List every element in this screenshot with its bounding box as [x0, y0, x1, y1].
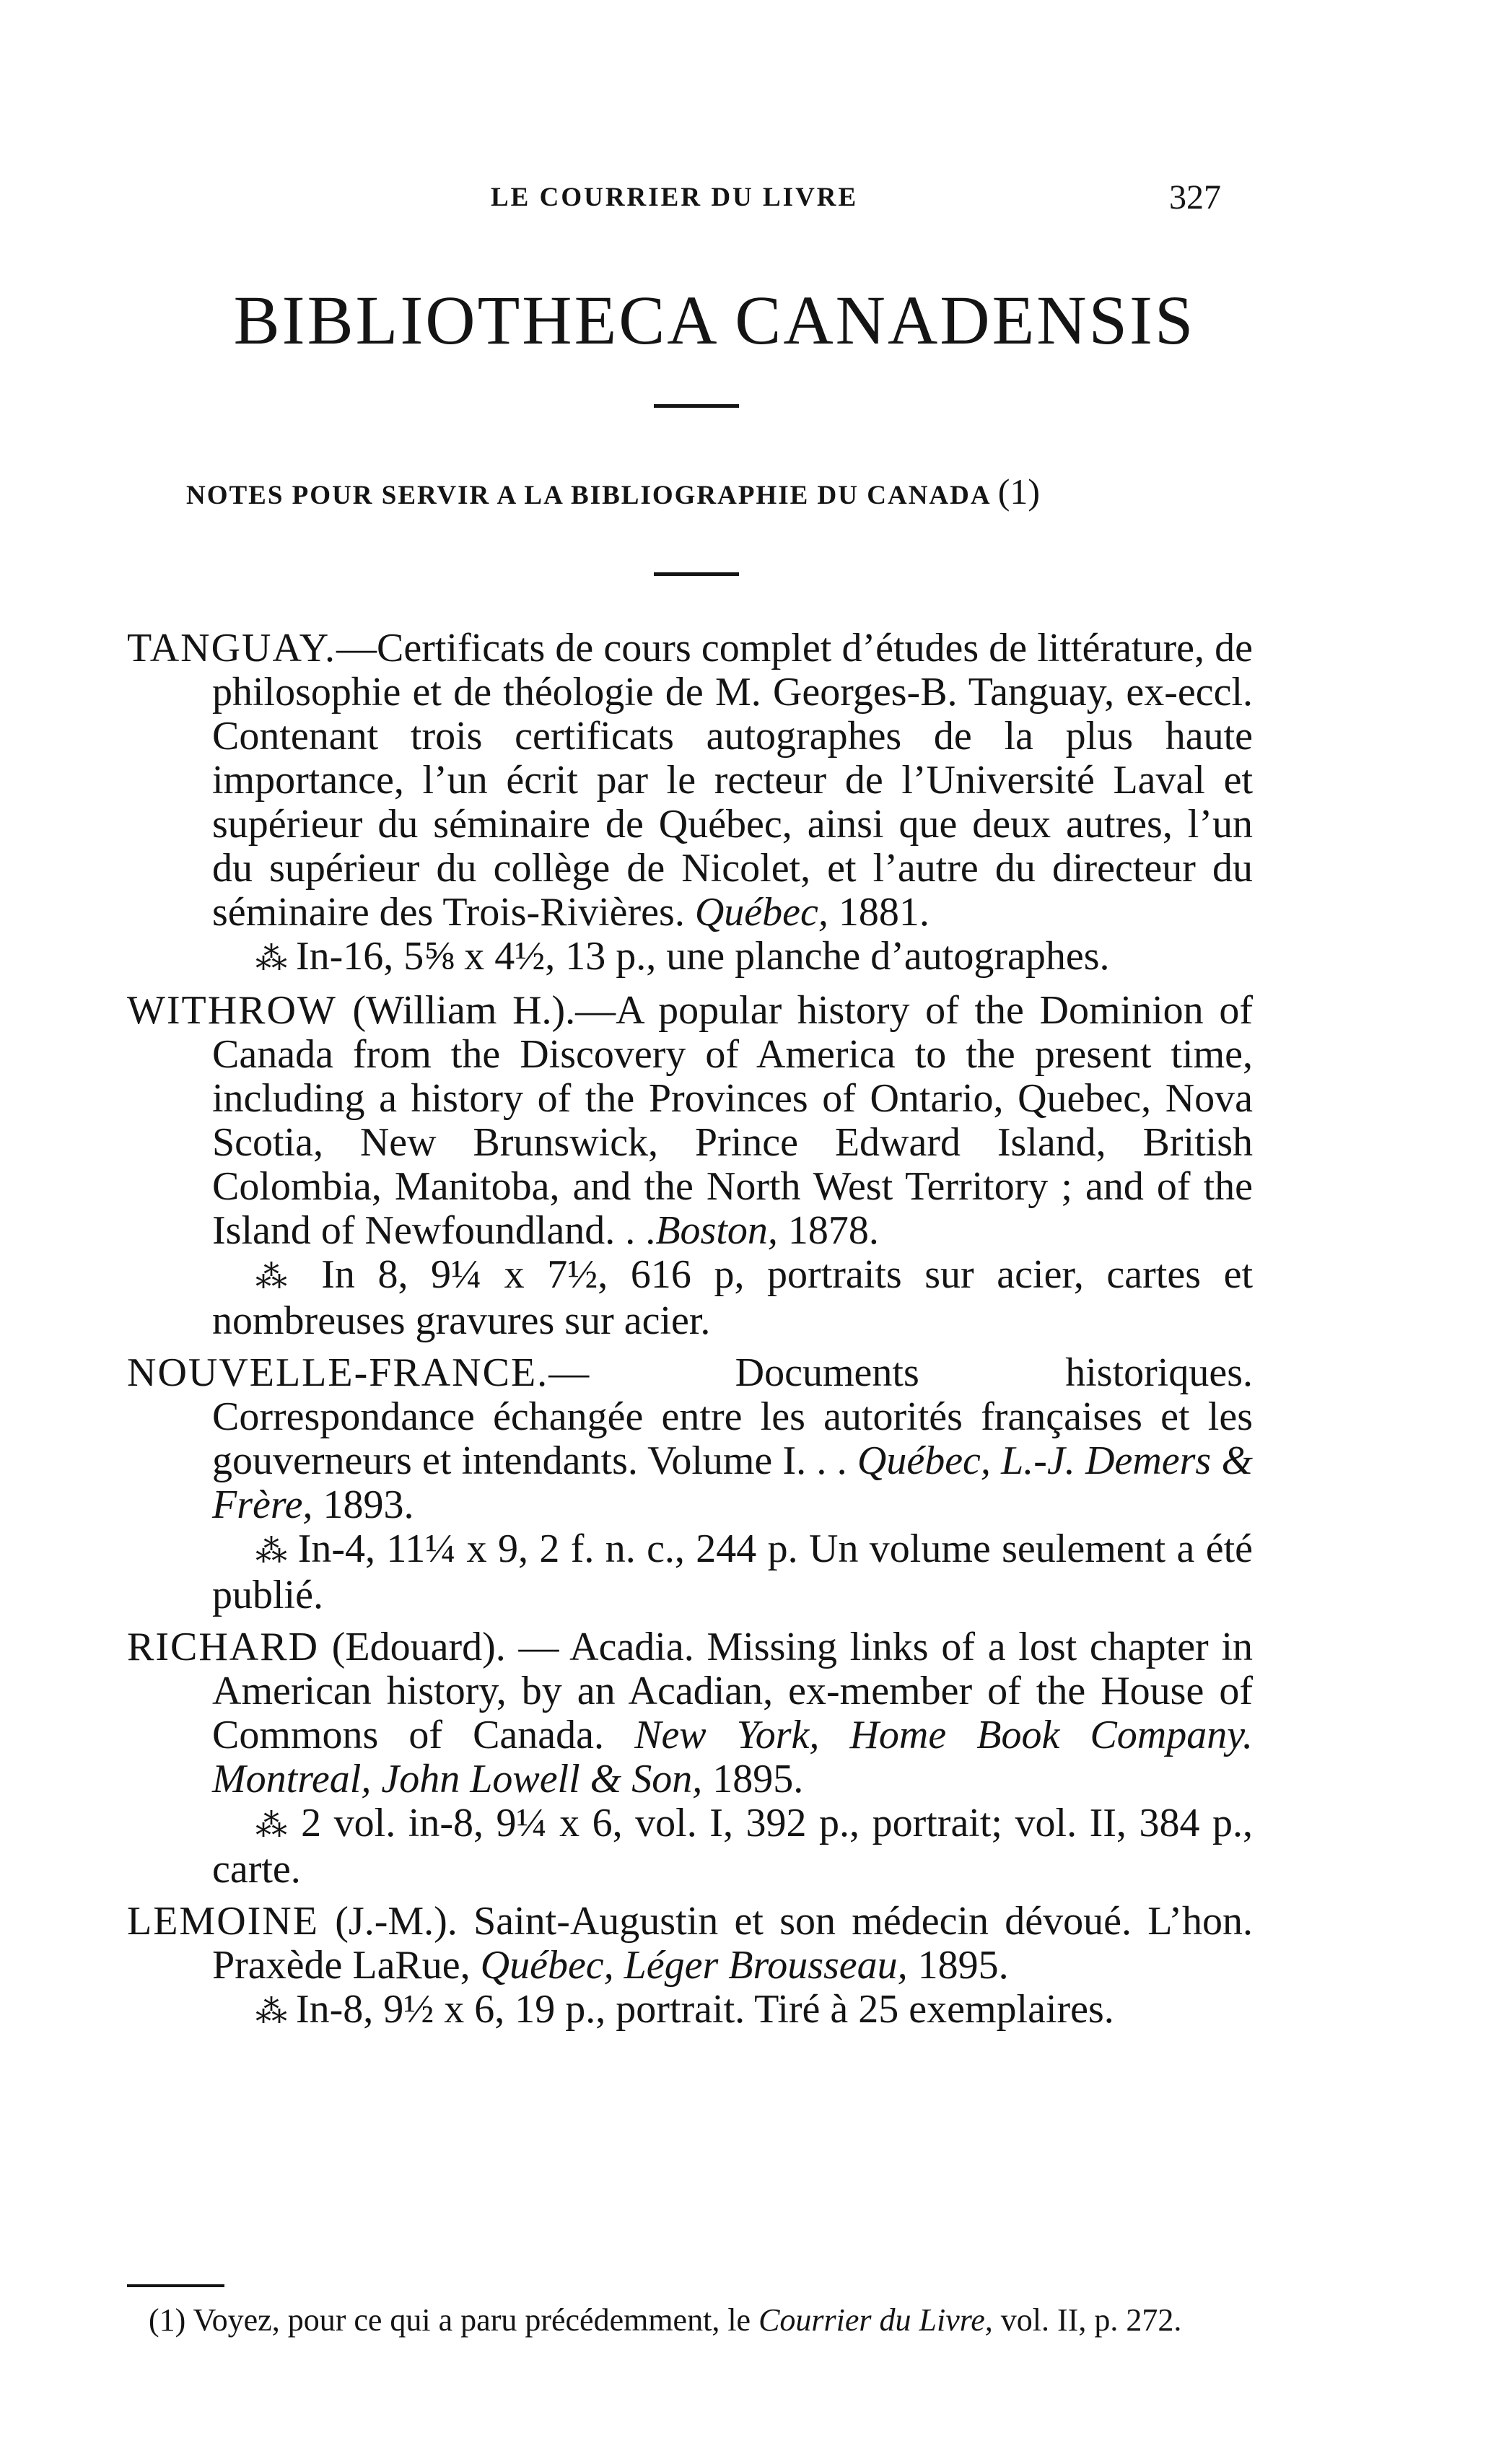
running-head: LE COURRIER DU LIVRE	[491, 183, 859, 212]
footnote-source: Courrier du Livre,	[758, 2302, 993, 2338]
entry-author: NOUVELLE-FRANCE.	[127, 1350, 549, 1395]
entry-author: RICHARD	[127, 1625, 320, 1669]
entry-year: 1895.	[712, 1757, 804, 1801]
entry-author: TANGUAY.	[127, 626, 337, 670]
entry-body: (Edouard). — Acadia. Missing links of a lost chapter in American history, by an Acadian, ex-member of the House of Commons of Canada.	[212, 1625, 1253, 1757]
asterism-mark: ⁂	[255, 1994, 286, 2030]
entry-body: (William H.).—A popular history of the Dominion of Canada from the Discovery of America to the present time, including a history of the Provinces of Ontario, Quebec, Nova Scotia, New Brunswick, Prince Edward Island, British Colombia, Manitoba, and the North West Territory ; and of the Island of Newfoundland. . .	[212, 988, 1253, 1253]
entry-body: — Documents historiques. Correspondance échangée entre les autorités françaises et les gouverneurs et intendants. Volume I. . .	[212, 1350, 1253, 1483]
entry-body: (J.-M.). Saint-Augustin et son médecin dévoué. L’hon. Praxède LaRue,	[212, 1899, 1253, 1988]
title-divider	[654, 404, 739, 408]
entry-place: New York, Home Book Company. Montreal, John Lowell & Son,	[212, 1713, 1254, 1801]
bibliography-entries	[127, 626, 1253, 2034]
asterism-mark: ⁂	[255, 941, 286, 977]
footnote-mark: (1)	[149, 2302, 186, 2338]
subtitle-divider	[654, 572, 739, 576]
footnote-reference: vol. II, p. 272.	[1000, 2302, 1182, 2338]
entry-detail-text: In 8, 9¼ x 7½, 616 p, portraits sur acier, cartes et nombreuses gravures sur acier.	[212, 1252, 1254, 1343]
asterism-mark: ⁂	[255, 1808, 289, 1843]
asterism-mark: ⁂	[255, 1259, 299, 1295]
entry-place: Québec, Léger Brousseau,	[480, 1943, 908, 1988]
page-title: BIBLIOTHECA CANADENSIS	[233, 281, 1196, 359]
entry-detail	[127, 1801, 1253, 1892]
page-subtitle	[186, 471, 1040, 512]
subtitle-text: NOTES POUR SERVIR A LA BIBLIOGRAPHIE DU CANADA	[186, 481, 990, 510]
bibliography-entry	[127, 1900, 1253, 2034]
bibliography-entry	[127, 1625, 1253, 1892]
entry-year: 1893.	[323, 1482, 414, 1527]
entry-detail-text: In-16, 5⅝ x 4½, 13 p., une planche d’autographes.	[296, 934, 1110, 979]
entry-body: —Certificats de cours complet d’études de littérature, de philosophie et de théologie de M. Georges-B. Tanguay, ex-eccl. Contenant trois certificats autographes de la plus haute importance, l’un écrit par le recteur de l’Université Laval et supérieur du séminaire de Québec, ainsi que deux autres, l’un du supérieur du collège de Nicolet, et l’autre du directeur du séminaire des Trois-Rivières.	[212, 626, 1253, 935]
bibliography-entry	[127, 1351, 1253, 1617]
entry-year: 1895.	[917, 1943, 1009, 1988]
entry-author: WITHROW	[127, 988, 337, 1033]
bibliography-entry	[127, 989, 1253, 1343]
entry-place: Québec, L.-J. Demers & Frère,	[212, 1438, 1254, 1527]
entry-detail-text: In-8, 9½ x 6, 19 p., portrait. Tiré à 25 exemplaires.	[296, 1987, 1114, 2032]
entry-detail-text: In-4, 11¼ x 9, 2 f. n. c., 244 p. Un volume seulement a été publié.	[212, 1526, 1254, 1617]
entry-place: Boston,	[655, 1208, 778, 1253]
entry-detail	[127, 1527, 1253, 1617]
footnote	[127, 2302, 1253, 2338]
bibliography-entry	[127, 626, 1253, 981]
entry-detail	[127, 1253, 1253, 1343]
entry-detail	[127, 1988, 1253, 2034]
subtitle-footnote-mark: (1)	[997, 471, 1041, 512]
page-number: 327	[1169, 178, 1221, 217]
entry-author: LEMOINE	[127, 1899, 319, 1944]
entry-year: 1881.	[838, 890, 929, 935]
footnote-text: Voyez, pour ce qui a paru précédemment, le	[193, 2302, 751, 2338]
asterism-mark: ⁂	[255, 1534, 287, 1569]
entry-detail-text: 2 vol. in-8, 9¼ x 6, vol. I, 392 p., portrait; vol. II, 384 p., carte.	[212, 1801, 1254, 1892]
entry-place: Québec,	[694, 890, 828, 935]
entry-detail	[127, 935, 1253, 981]
footnote-divider	[127, 2284, 224, 2287]
entry-year: 1878.	[787, 1208, 879, 1253]
